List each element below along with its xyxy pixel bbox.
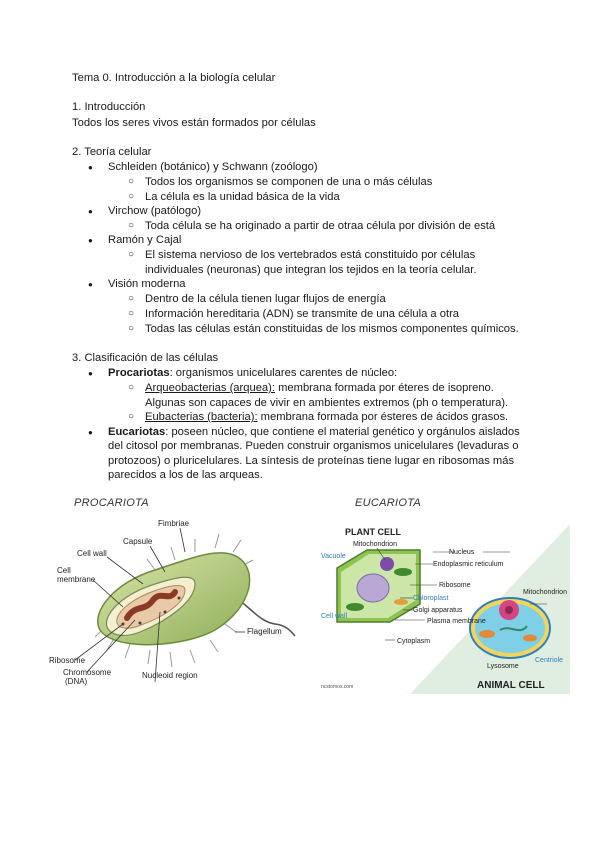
- section-1-text: Todos los seres vivos están formados por células: [72, 117, 316, 129]
- theory-item-4: Visión moderna: [108, 278, 186, 290]
- bullet-icon: ●: [88, 207, 93, 216]
- prokaryote-def: : organismos unicelulares carentes de núcleo:: [169, 367, 398, 379]
- eukaryote-diagram: [315, 512, 570, 694]
- theory-sub-4-2: Información hereditaria (ADN) se transmite de una célula a otra: [145, 308, 460, 320]
- cell-wall-label: Cell wall: [77, 549, 107, 558]
- circle-bullet-icon: ○: [128, 191, 135, 202]
- image-credit: ncstomos.com: [321, 684, 354, 690]
- eubacteria-item: [145, 410, 508, 424]
- eukaryote-line-4: parecidos a los de las arqueas.: [108, 469, 263, 481]
- theory-sub-3-1: El sistema nervioso de los vertebrados está constituido por células: [145, 249, 476, 261]
- cell-wall-label: Cell wall: [321, 613, 348, 620]
- lysosome-label: Lysosome: [487, 663, 519, 670]
- chromosome-label: Chromosome: [63, 668, 112, 677]
- eukaryote-def: : poseen núcleo, que contiene el material genético y orgánulos aislados: [165, 426, 520, 438]
- centriole-label: Centriole: [535, 657, 564, 664]
- section-1-heading: 1. Introducción: [72, 101, 146, 113]
- archaea-term: Arqueobacterias (arquea):: [145, 382, 275, 394]
- theory-sub-2-1: Toda célula se ha originado a partir de otraa célula por división de está: [145, 220, 496, 232]
- circle-bullet-icon: ○: [128, 382, 135, 393]
- capsule-label: Capsule: [123, 537, 153, 546]
- eukaryote-term: Eucariotas: [108, 426, 166, 438]
- prokaryote-caption: PROCARIOTA: [74, 497, 149, 509]
- archaea-item-cont: Algunas son capaces de vivir en ambientes extremos (ph o temperatura).: [145, 397, 509, 409]
- theory-sub-1-1: Todos los organismos se componen de una o más células: [145, 176, 433, 188]
- animal-cell-shape: [470, 598, 550, 658]
- nucleoid-label: Nucleoid region: [142, 671, 198, 680]
- prokaryote-term: Procariotas: [108, 367, 170, 379]
- theory-sub-1-2: La célula es la unidad básica de la vida: [145, 191, 340, 203]
- eukaryote-line-2: del citosol por membranas. Pueden construir organismos unicelulares (levaduras o: [108, 440, 519, 452]
- cell-label: Cell: [57, 566, 71, 575]
- section-2-heading: 2. Teoría celular: [72, 146, 152, 158]
- nucleus-label: Nucleus: [449, 549, 475, 556]
- plant-ribosome-label: Ribosome: [439, 582, 471, 589]
- bullet-icon: ●: [88, 163, 93, 172]
- mitochondrion-right-label: Mitochondrion: [523, 589, 567, 596]
- eukaryote-item: [108, 425, 520, 439]
- theory-sub-3-1-cont: individuales (neuronas) que integran los tejidos en la teoría celular.: [145, 264, 477, 276]
- plant-cell-title: PLANT CELL: [345, 527, 401, 537]
- circle-bullet-icon: ○: [128, 323, 135, 334]
- theory-item-3: Ramón y Cajal: [108, 234, 182, 246]
- section-3-heading: 3. Clasificación de las células: [72, 352, 219, 364]
- fimbriae-label: Fimbriae: [158, 519, 190, 528]
- theory-item-1: Schleiden (botánico) y Schwann (zoólogo): [108, 161, 318, 173]
- eukaryote-line-3: protozoos) o pluricelulares. La síntesis de proteínas tiene lugar en ribosomas más: [108, 455, 515, 467]
- mitochondrion-left-label: Mitochondrion: [353, 541, 397, 548]
- flagellum-label: Flagellum: [247, 627, 282, 636]
- bullet-icon: ●: [88, 369, 93, 378]
- plasma-membrane-label: Plasma membrane: [427, 618, 486, 625]
- prokaryote-diagram: [45, 512, 305, 697]
- cytoplasm-label: Cytoplasm: [397, 638, 431, 645]
- theory-sub-4-1: Dentro de la célula tienen lugar flujos de energía: [145, 293, 386, 305]
- circle-bullet-icon: ○: [128, 176, 135, 187]
- circle-bullet-icon: ○: [128, 249, 135, 260]
- archaea-def: membrana formada por éteres de isopreno.: [274, 382, 494, 394]
- document-title: Tema 0. Introducción a la biología celular: [72, 72, 276, 84]
- prokaryote-item: [108, 366, 397, 380]
- ribosome-label: Ribosome: [49, 656, 86, 665]
- archaea-item: [145, 381, 494, 395]
- bullet-icon: ●: [88, 236, 93, 245]
- eukaryote-caption: EUCARIOTA: [355, 497, 422, 509]
- golgi-label: Golgi apparatus: [413, 607, 463, 614]
- eubacteria-def: membrana formada por ésteres de ácidos grasos.: [257, 411, 509, 423]
- er-label: Endoplasmic reticulum: [433, 561, 504, 568]
- dna-label: (DNA): [65, 677, 88, 686]
- chloroplast-label: Chloroplast: [413, 595, 449, 602]
- bullet-icon: ●: [88, 428, 93, 437]
- membrane-label: membrane: [57, 575, 96, 584]
- bullet-icon: ●: [88, 280, 93, 289]
- circle-bullet-icon: ○: [128, 293, 135, 304]
- circle-bullet-icon: ○: [128, 411, 135, 422]
- plant-cell-shape: [337, 550, 420, 622]
- circle-bullet-icon: ○: [128, 308, 135, 319]
- theory-item-2: Virchow (patólogo): [108, 205, 202, 217]
- theory-sub-4-3: Todas las células están constituidas de los mismos componentes químicos.: [145, 323, 519, 335]
- animal-cell-title: ANIMAL CELL: [477, 680, 545, 691]
- eubacteria-term: Eubacterias (bacteria):: [145, 411, 258, 423]
- vacuole-label: Vacuole: [321, 553, 346, 560]
- circle-bullet-icon: ○: [128, 220, 135, 231]
